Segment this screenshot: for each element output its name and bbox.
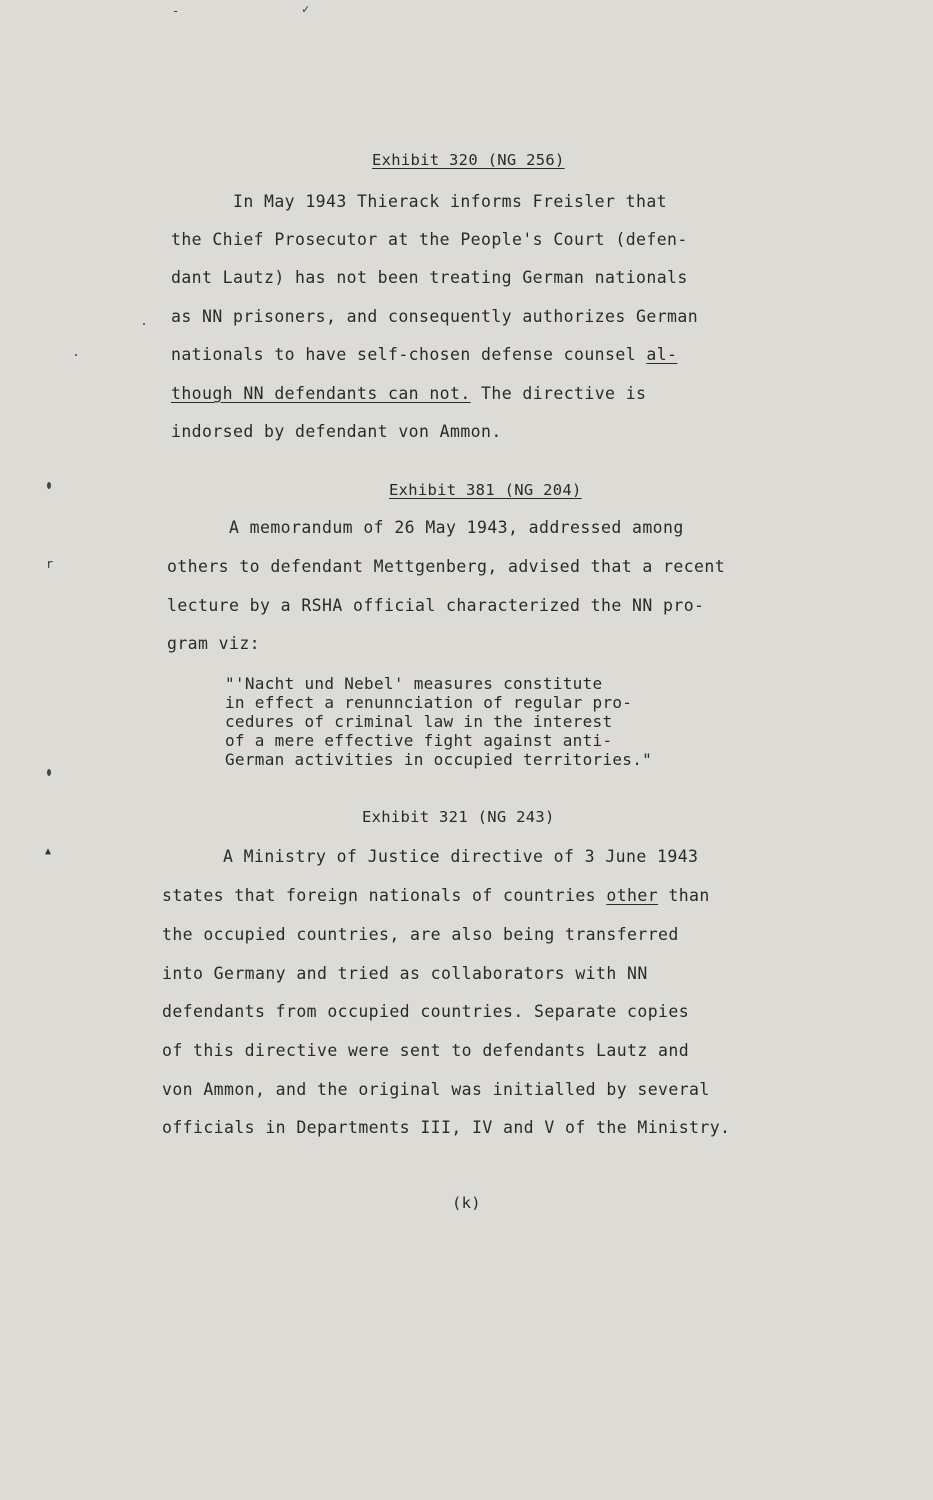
exhibit-heading: Exhibit 321 (NG 243) xyxy=(362,808,555,826)
text-run: than xyxy=(658,886,710,905)
margin-mark: - xyxy=(172,4,180,18)
margin-mark xyxy=(47,769,51,776)
paragraph-line xyxy=(171,384,646,403)
quote-line: of a mere effective fight against anti- xyxy=(225,731,613,750)
paragraph-line: indorsed by defendant von Ammon. xyxy=(171,422,502,441)
page-label: (k) xyxy=(452,1194,481,1212)
text-run: The directive is xyxy=(470,384,647,403)
underlined-text: other xyxy=(606,886,659,905)
text-run: states that foreign nationals of countries xyxy=(162,886,607,905)
paragraph-line: the occupied countries, are also being transferred xyxy=(162,925,679,944)
paragraph-line: von Ammon, and the original was initialled by several xyxy=(162,1080,710,1099)
margin-mark xyxy=(143,323,145,325)
margin-mark: ✓ xyxy=(302,2,310,16)
quote-line: in effect a renunnciation of regular pro- xyxy=(225,693,633,712)
paragraph-line: as NN prisoners, and consequently authorizes German xyxy=(171,307,699,326)
paragraph-line xyxy=(171,345,677,364)
paragraph-line: defendants from occupied countries. Separate copies xyxy=(162,1002,690,1021)
paragraph-line: In May 1943 Thierack informs Freisler that xyxy=(233,192,668,211)
margin-mark: r xyxy=(46,557,54,571)
paragraph-line: of this directive were sent to defendants Lautz and xyxy=(162,1041,690,1060)
paragraph-line: into Germany and tried as collaborators with NN xyxy=(162,964,648,983)
paragraph-line: A memorandum of 26 May 1943, addressed among xyxy=(229,518,684,537)
underlined-text: al- xyxy=(646,345,678,364)
margin-mark xyxy=(47,482,51,489)
paragraph-line: gram viz: xyxy=(167,634,261,653)
paragraph-line: others to defendant Mettgenberg, advised that a recent xyxy=(167,557,726,576)
paragraph-line: A Ministry of Justice directive of 3 June 1943 xyxy=(223,847,699,866)
paragraph-line xyxy=(162,886,710,905)
quote-line: cedures of criminal law in the interest xyxy=(225,712,613,731)
quote-line: "'Nacht und Nebel' measures constitute xyxy=(225,674,603,693)
margin-mark xyxy=(75,354,77,356)
paragraph-line: lecture by a RSHA official characterized the NN pro- xyxy=(167,596,705,615)
exhibit-heading: Exhibit 320 (NG 256) xyxy=(372,151,565,169)
paragraph-line: officials in Departments III, IV and V of the Ministry. xyxy=(162,1118,731,1137)
margin-mark: ▲ xyxy=(45,846,52,857)
paragraph-line: the Chief Prosecutor at the People's Court (defen- xyxy=(171,230,688,249)
quote-line: German activities in occupied territories." xyxy=(225,750,653,769)
text-run: nationals to have self-chosen defense counsel xyxy=(171,345,647,364)
exhibit-heading: Exhibit 381 (NG 204) xyxy=(389,481,582,499)
underlined-text: though NN defendants can not. xyxy=(171,384,471,403)
paragraph-line: dant Lautz) has not been treating German nationals xyxy=(171,268,688,287)
